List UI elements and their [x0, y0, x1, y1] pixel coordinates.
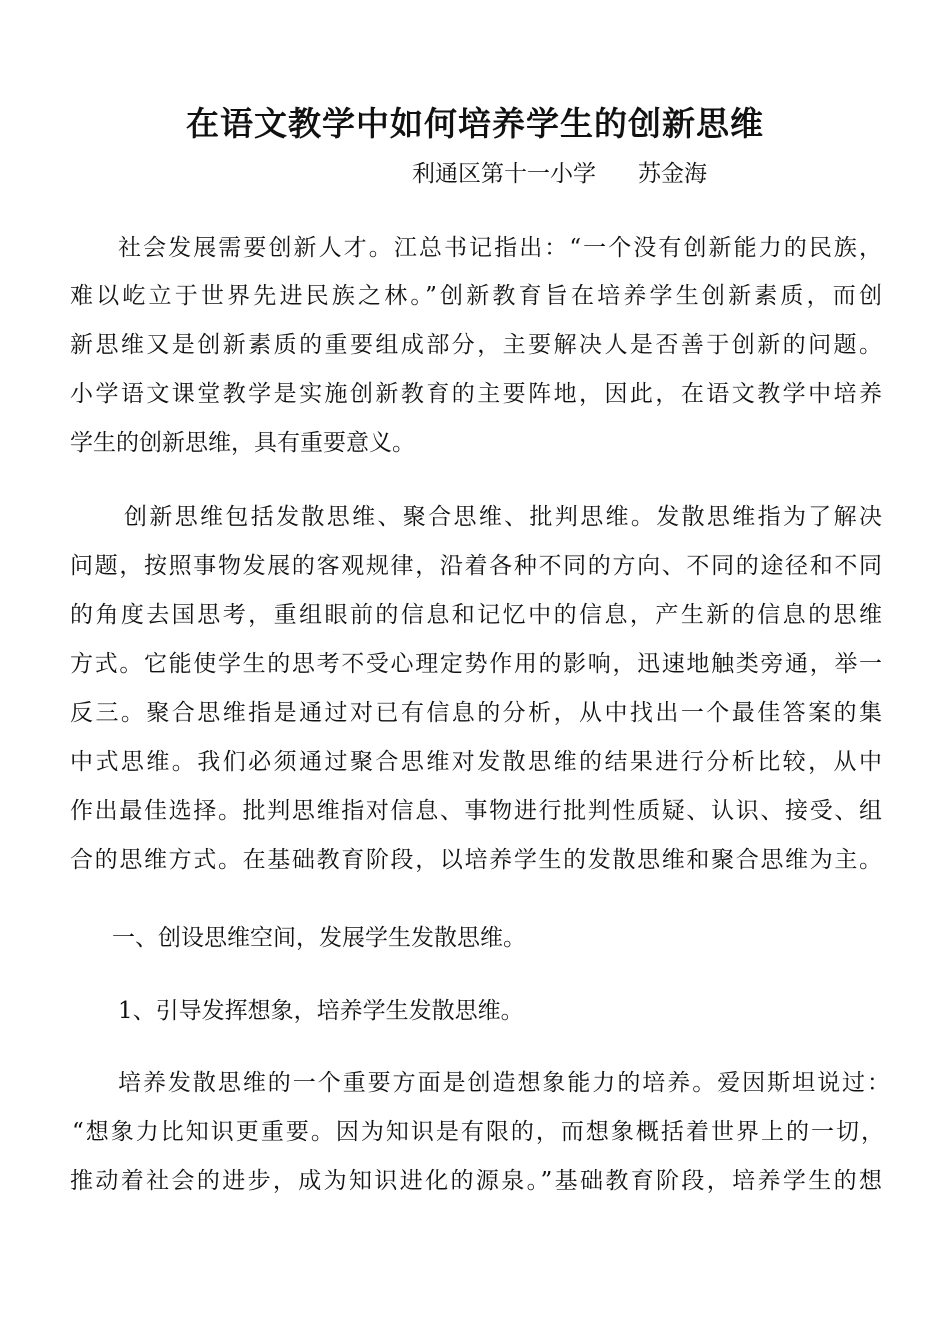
author-name: 苏金海	[638, 161, 707, 187]
text-line: 的角度去国思考，重组眼前的信息和记忆中的信息，产生新的信息的思维	[70, 602, 882, 628]
text-line: 新思维又是创新素质的重要组成部分，主要解决人是否善于创新的问题。	[70, 332, 882, 358]
section-heading: 一、创设思维空间，发展学生发散思维。	[112, 925, 526, 951]
subsection-heading: 1、引导发挥想象，培养学生发散思维。	[118, 998, 524, 1024]
text-line: 问题，按照事物发展的客观规律，沿着各种不同的方向、不同的途径和不同	[70, 553, 882, 579]
text-line: 创新思维包括发散思维、聚合思维、批判思维。发散思维指为了解决	[124, 504, 882, 530]
text-line: 社会发展需要创新人才。江总书记指出：“一个没有创新能力的民族，	[118, 235, 882, 261]
text-line: 小学语文课堂教学是实施创新教育的主要阵地，因此，在语文教学中培养	[70, 381, 882, 407]
text-line: 作出最佳选择。批判思维指对信息、事物进行批判性质疑、认识、接受、组	[70, 798, 882, 824]
text-line: 推动着社会的进步，成为知识进化的源泉。”基础教育阶段，培养学生的想	[70, 1168, 882, 1194]
text-line: 中式思维。我们必须通过聚合思维对发散思维的结果进行分析比较，从中	[70, 749, 882, 775]
document-title: 在语文教学中如何培养学生的创新思维	[186, 104, 764, 143]
text-line: 学生的创新思维，具有重要意义。	[70, 430, 415, 456]
text-line: 方式。它能使学生的思考不受心理定势作用的影响，迅速地触类旁通，举一	[70, 651, 882, 677]
text-line: “想象力比知识更重要。因为知识是有限的，而想象概括着世界上的一切，	[72, 1119, 884, 1145]
author-byline	[412, 157, 707, 191]
text-line: 反三。聚合思维指是通过对已有信息的分析，从中找出一个最佳答案的集	[70, 700, 882, 726]
author-school: 利通区第十一小学	[412, 161, 596, 187]
text-line: 难以屹立于世界先进民族之林。”创新教育旨在培养学生创新素质，而创	[70, 283, 882, 309]
text-line: 培养发散思维的一个重要方面是创造想象能力的培养。爱因斯坦说过：	[118, 1070, 890, 1096]
text-line: 合的思维方式。在基础教育阶段，以培养学生的发散思维和聚合思维为主。	[70, 847, 882, 873]
